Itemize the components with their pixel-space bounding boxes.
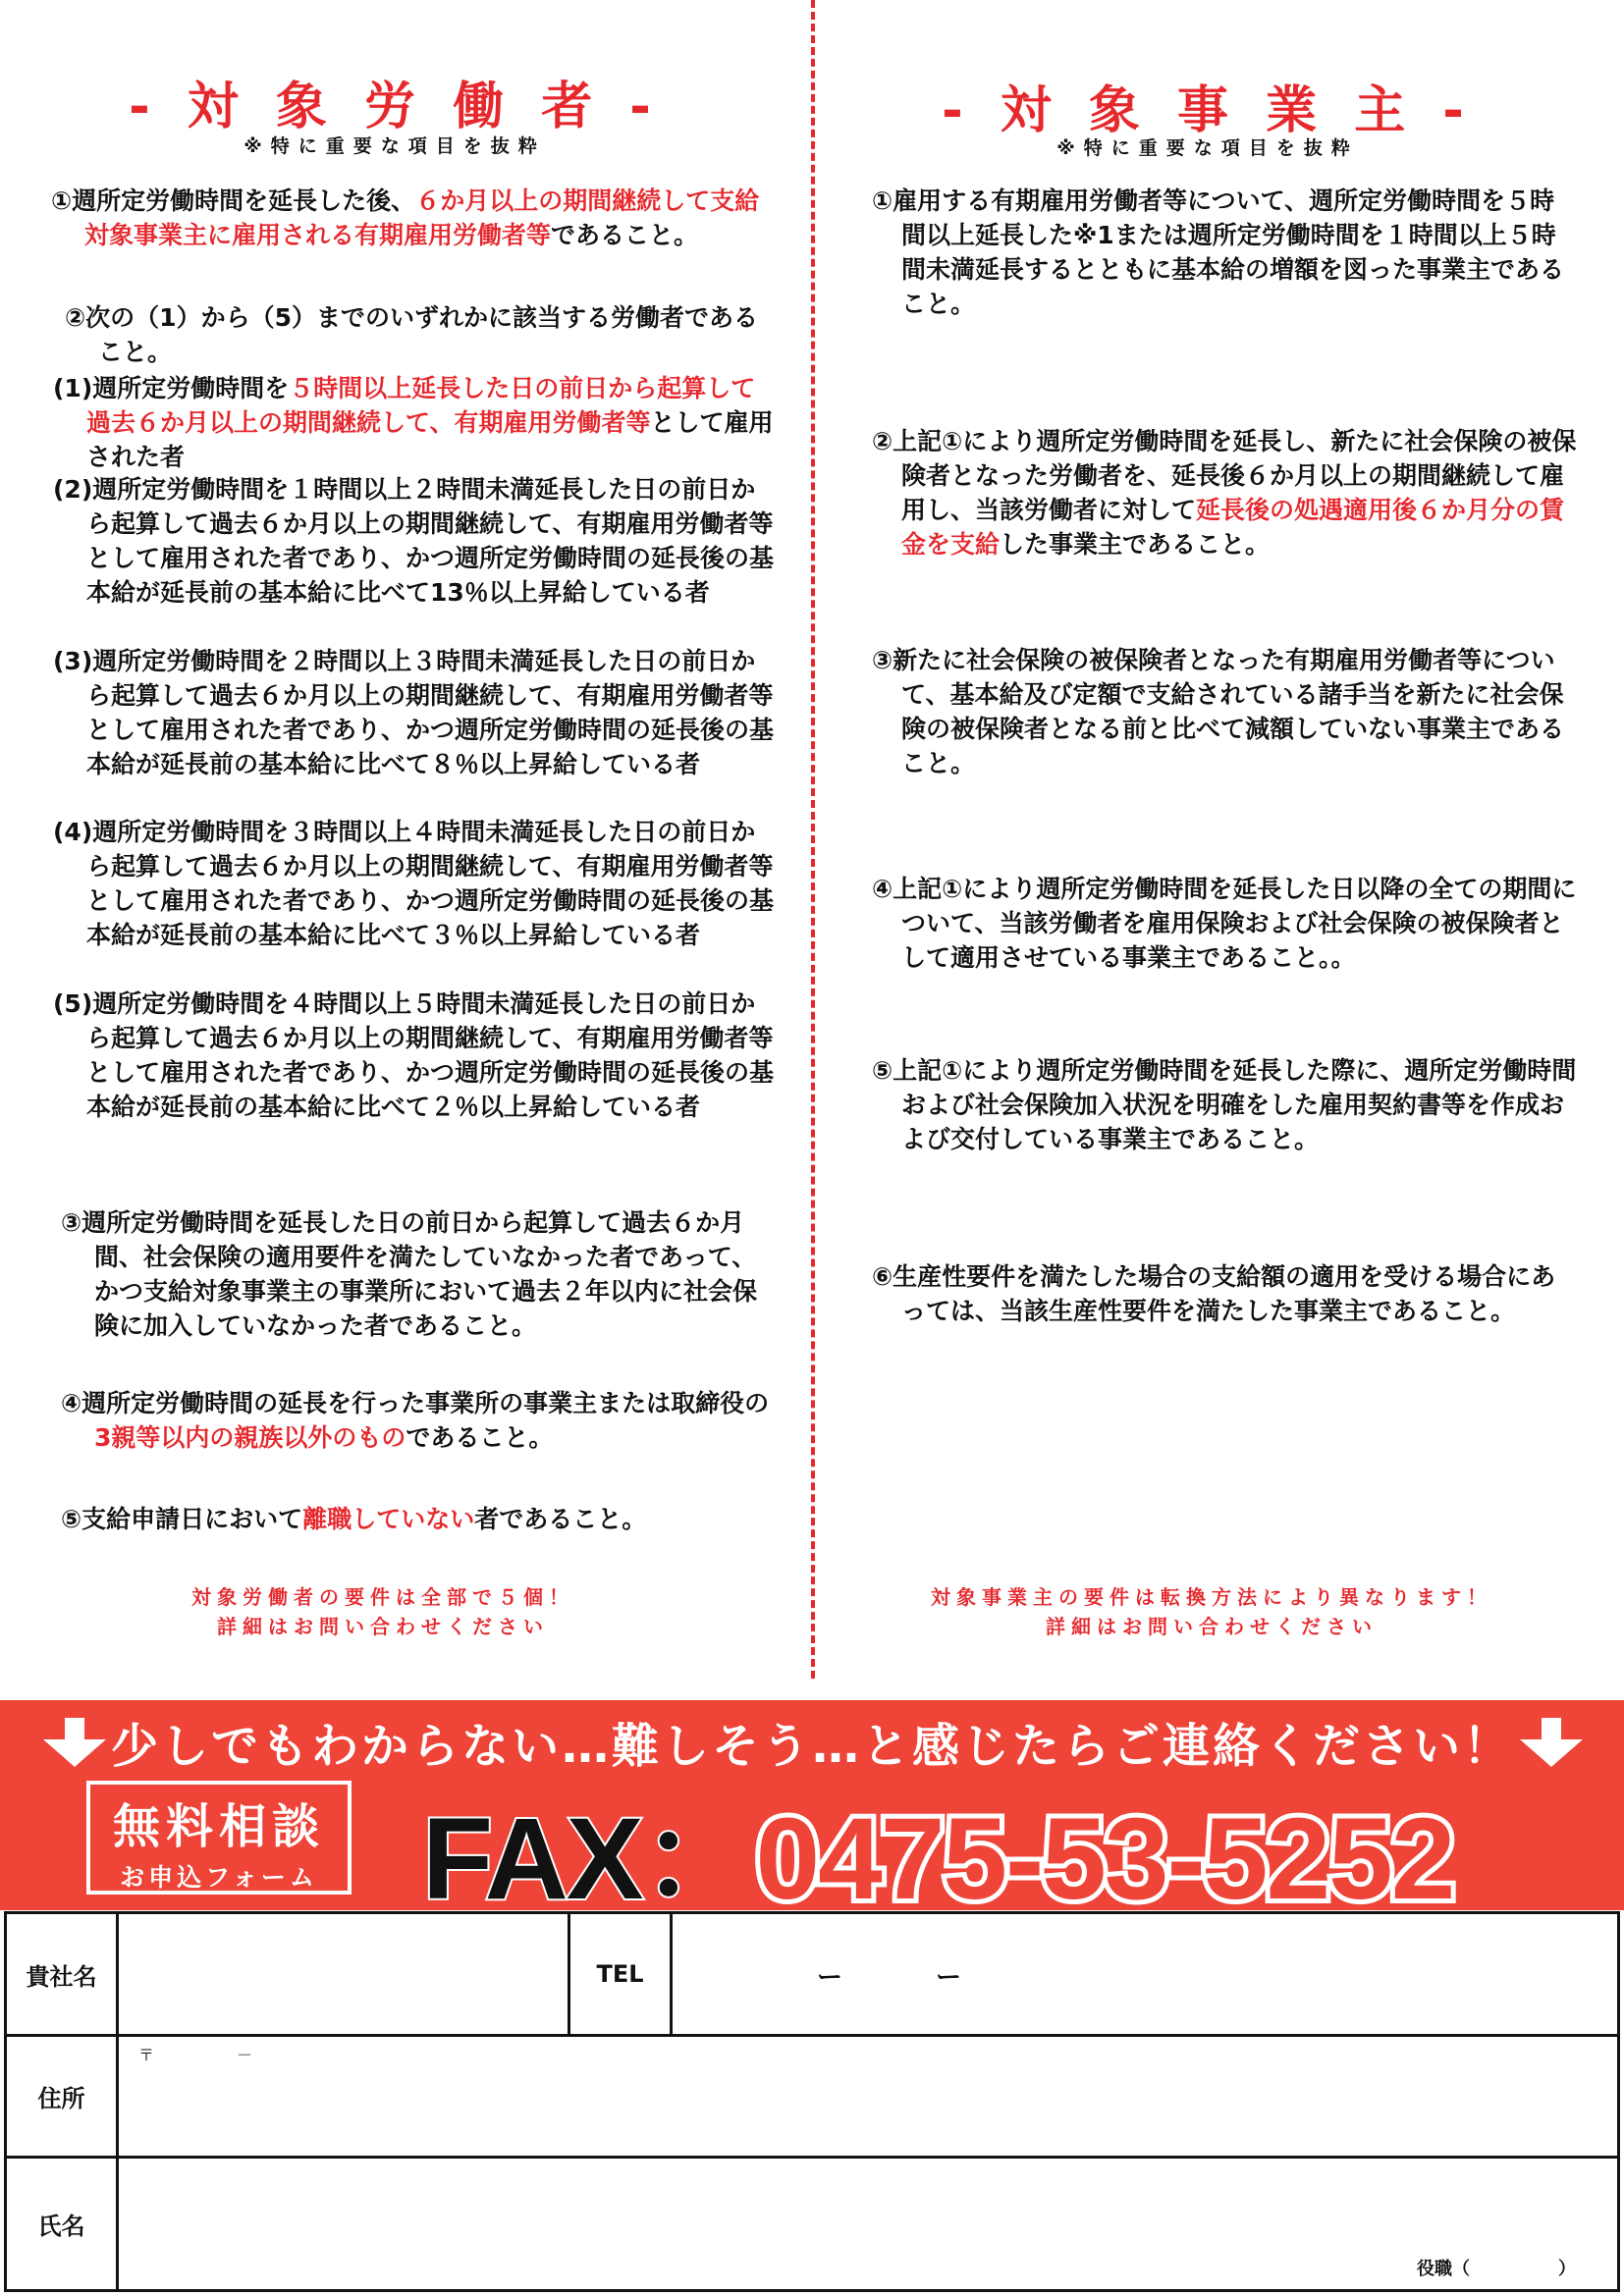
center-dashed-divider — [811, 0, 815, 1679]
tel-dash-1: ー — [817, 1963, 843, 1993]
employer-item-2: ②上記①により週所定労働時間を延長し、新たに社会保険の被保険者となった労働者を、延長後６か月以上の期間継続して雇用し、当該労働者に対して延長後の処遇適用後６か月分の賃金を支給した事業主であること。 — [872, 427, 1577, 559]
tel-dash-2: ー — [936, 1963, 962, 1993]
employer-subheading: ※特に重要な項目を抜粋 — [1056, 137, 1359, 159]
worker-note-count: 対象労働者の要件は全部で５個！ — [191, 1585, 574, 1609]
employer-item-5: ⑤上記①により週所定労働時間を延長した際に、週所定労働時間および社会保険加入状況を明確をした雇用契約書等を作成および交付している事業主であること。 — [872, 1056, 1577, 1153]
role-label: 役職（ ） — [1417, 2259, 1576, 2279]
worker-item-4: ④週所定労働時間の延長を行った事業所の事業主または取締役の3親等以内の親族以外のものであること。 — [61, 1389, 770, 1452]
tel-field[interactable] — [673, 1914, 1617, 2034]
employer-item-1: ①雇用する有期雇用労働者等について、週所定労働時間を５時間以上延長した※1または週所定労働時間を１時間以上５時間未満延長するとともに基本給の増額を図った事業主であること。 — [872, 187, 1565, 318]
form-row-name — [7, 2159, 1617, 2289]
arrow-down-icon — [1520, 1718, 1583, 1767]
worker-item-3: ③週所定労働時間を延長した日の前日から起算して過去６か月間、社会保険の適用要件を満たしていなかった者であって、かつ支給対象事業主の事業所において過去２年以内に社会保険に加入していなかった者であること。 — [61, 1208, 758, 1340]
form-row-company — [7, 1914, 1617, 2037]
tel-label: TEL — [570, 1914, 673, 2034]
worker-item-2-4: (4)週所定労働時間を３時間以上４時間未満延長した日の前日から起算して過去６か月以上の期間継続して、有期雇用労働者等として雇用された者であり、かつ週所定労働時間の延長後の基本給が延長前の基本給に比べて３％以上昇給している者 — [53, 818, 775, 949]
worker-item-2-1: (1)週所定労働時間を５時間以上延長した日の前日から起算して過去６か月以上の期間継続して、有期雇用労働者等として雇用された者 — [53, 374, 774, 471]
employer-note-conditions: 対象事業主の要件は転換方法により異なります！ — [931, 1585, 1492, 1609]
worker-item-2: ②次の（1）から（5）までのいずれかに該当する労働者であること。 — [65, 303, 758, 366]
worker-subheading: ※特に重要な項目を抜粋 — [244, 135, 546, 157]
postal-mark: 〒 — [138, 2046, 155, 2064]
postal-dash: － — [237, 2046, 253, 2064]
name-label: 氏名 — [7, 2159, 119, 2289]
worker-item-2-3: (3)週所定労働時間を２時間以上３時間未満延長した日の前日から起算して過去６か月以上の期間継続して、有期雇用労働者等として雇用された者であり、かつ週所定労働時間の延長後の基本給が延長前の基本給に比べて８％以上昇給している者 — [53, 647, 775, 778]
address-field[interactable] — [119, 2037, 1617, 2156]
banner-message: 少しでもわからない…難しそう…と感じたらご連絡ください！ — [110, 1719, 1513, 1774]
name-field[interactable] — [119, 2159, 1617, 2289]
worker-note-contact: 詳細はお問い合わせください — [217, 1615, 549, 1638]
worker-item-1: ①週所定労働時間を延長した後、６か月以上の期間継続して支給対象事業主に雇用される有期雇用労働者等であること。 — [51, 187, 760, 249]
worker-item-5: ⑤支給申請日において離職していない者であること。 — [61, 1505, 647, 1533]
form-row-address — [7, 2037, 1617, 2159]
free-consultation-box — [86, 1781, 352, 1895]
application-form-label: お申込フォーム — [120, 1863, 318, 1892]
employer-item-6: ⑥生産性要件を満たした場合の支給額の適用を受ける場合にあっては、当該生産性要件を満たした事業主であること。 — [872, 1262, 1556, 1325]
worker-heading: - 対 象 労 働 者 - — [129, 78, 661, 136]
contact-banner — [0, 1700, 1624, 1924]
company-field[interactable] — [119, 1914, 570, 2034]
application-form — [4, 1911, 1620, 2292]
free-consultation-title: 無料相談 — [112, 1799, 325, 1854]
address-label: 住所 — [7, 2037, 119, 2156]
employer-item-3: ③新たに社会保険の被保険者となった有期雇用労働者等について、基本給及び定額で支給されている諸手当を新たに社会保険の被保険者となる前と比べて減額していない事業主であること。 — [872, 646, 1565, 777]
fax-label: FAX： — [422, 1794, 756, 1924]
employer-note-contact: 詳細はお問い合わせください — [1046, 1615, 1378, 1638]
worker-item-2-5: (5)週所定労働時間を４時間以上５時間未満延長した日の前日から起算して過去６か月以上の期間継続して、有期雇用労働者等として雇用された者であり、かつ週所定労働時間の延長後の基本給が延長前の基本給に比べて２％以上昇給している者 — [53, 989, 775, 1121]
fax-number: 0475-53-5252 — [755, 1794, 1454, 1924]
employer-heading: - 対 象 事 業 主 - — [942, 81, 1474, 140]
worker-item-2-2: (2)週所定労働時間を１時間以上２時間未満延長した日の前日から起算して過去６か月以上の期間継続して、有期雇用労働者等として雇用された者であり、かつ週所定労働時間の延長後の基本給が延長前の基本給に比べて13％以上昇給している者 — [53, 475, 775, 607]
company-label: 貴社名 — [7, 1914, 119, 2034]
fax-number-display — [422, 1765, 1453, 1932]
employer-item-4: ④上記①により週所定労働時間を延長した日以降の全ての期間について、当該労働者を雇用保険および社会保険の被保険者として適用させている事業主であること。。 — [872, 875, 1577, 972]
